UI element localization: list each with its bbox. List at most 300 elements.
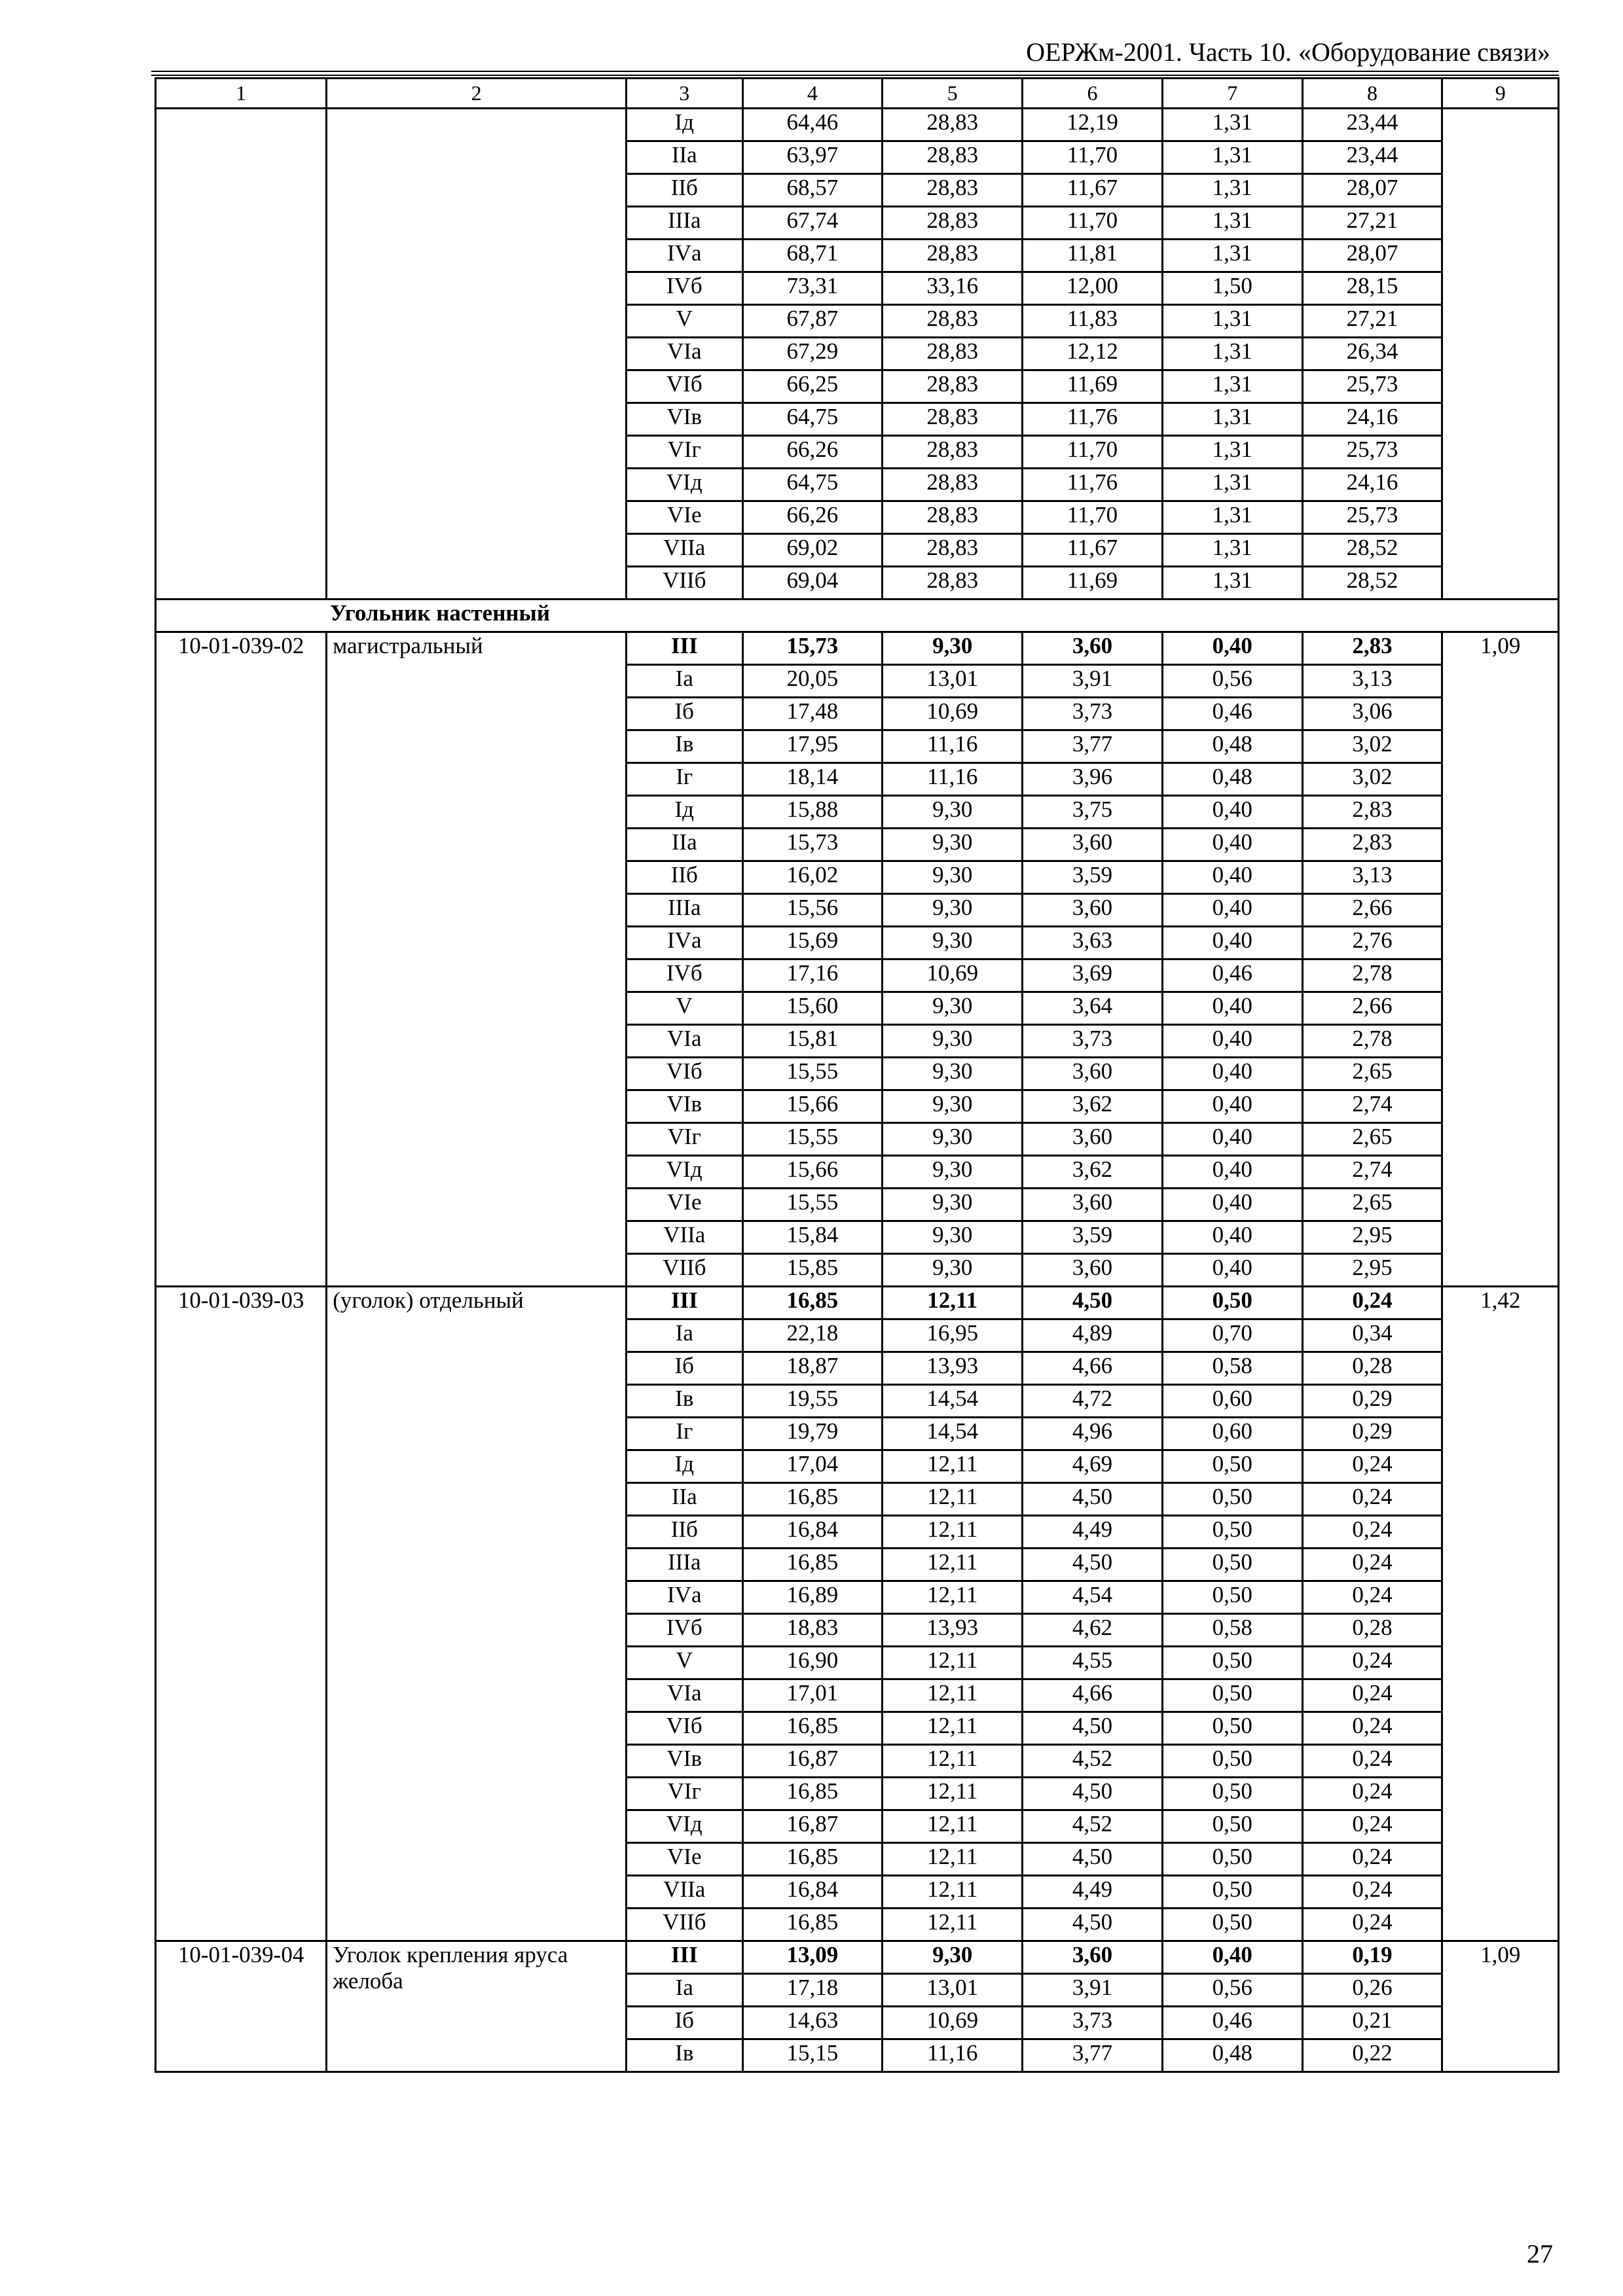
materials-cost-cell: 2,78 bbox=[1302, 1025, 1442, 1058]
driver-wage-cell: 0,50 bbox=[1162, 1909, 1302, 1941]
zone-cell: IIIа bbox=[627, 207, 742, 240]
driver-wage-cell: 0,40 bbox=[1162, 1189, 1302, 1221]
materials-cost-cell: 26,34 bbox=[1302, 338, 1442, 370]
labor-cost-cell: 9,30 bbox=[883, 1156, 1023, 1189]
driver-wage-cell: 1,31 bbox=[1162, 141, 1302, 174]
driver-wage-cell: 1,31 bbox=[1162, 534, 1302, 567]
zone-cell: Iд bbox=[627, 1450, 742, 1483]
labor-cost-cell: 12,11 bbox=[883, 1712, 1023, 1745]
materials-cost-cell: 2,83 bbox=[1302, 796, 1442, 829]
total-cost-cell: 15,66 bbox=[742, 1156, 883, 1189]
total-cost-cell: 15,15 bbox=[742, 2039, 883, 2072]
total-cost-cell: 17,16 bbox=[742, 960, 883, 992]
driver-wage-cell: 0,50 bbox=[1162, 1287, 1302, 1319]
total-cost-cell: 15,88 bbox=[742, 796, 883, 829]
total-cost-cell: 67,29 bbox=[742, 338, 883, 370]
table-row bbox=[156, 1287, 1559, 1319]
zone-cell: Iд bbox=[627, 109, 742, 141]
materials-cost-cell: 0,24 bbox=[1302, 1778, 1442, 1810]
machine-cost-cell: 4,69 bbox=[1023, 1450, 1163, 1483]
driver-wage-cell: 0,50 bbox=[1162, 1516, 1302, 1549]
total-cost-cell: 17,48 bbox=[742, 698, 883, 730]
driver-wage-cell: 0,40 bbox=[1162, 1254, 1302, 1287]
zone-cell: VIIа bbox=[627, 1876, 742, 1909]
column-number: 8 bbox=[1302, 79, 1442, 109]
total-cost-cell: 16,87 bbox=[742, 1745, 883, 1778]
total-cost-cell: 64,75 bbox=[742, 403, 883, 436]
driver-wage-cell: 0,50 bbox=[1162, 1810, 1302, 1843]
zone-cell: VIIа bbox=[627, 1221, 742, 1254]
labor-cost-cell: 28,83 bbox=[883, 305, 1023, 338]
machine-cost-cell: 11,67 bbox=[1023, 174, 1163, 207]
materials-cost-cell: 2,66 bbox=[1302, 894, 1442, 927]
labor-cost-cell: 12,11 bbox=[883, 1909, 1023, 1941]
machine-cost-cell: 4,50 bbox=[1023, 1909, 1163, 1941]
total-cost-cell: 68,57 bbox=[742, 174, 883, 207]
machine-cost-cell: 4,96 bbox=[1023, 1418, 1163, 1450]
zone-cell: VIв bbox=[627, 1745, 742, 1778]
machine-cost-cell: 3,60 bbox=[1023, 632, 1163, 665]
column-number: 9 bbox=[1442, 79, 1559, 109]
zone-cell: VIе bbox=[627, 1189, 742, 1221]
zone-cell: IVб bbox=[627, 272, 742, 305]
total-cost-cell: 17,01 bbox=[742, 1679, 883, 1712]
driver-wage-cell: 0,60 bbox=[1162, 1385, 1302, 1418]
machine-cost-cell: 4,54 bbox=[1023, 1581, 1163, 1614]
materials-cost-cell: 0,24 bbox=[1302, 1581, 1442, 1614]
zone-cell: IVа bbox=[627, 240, 742, 272]
total-cost-cell: 15,84 bbox=[742, 1221, 883, 1254]
labor-cost-cell: 10,69 bbox=[883, 960, 1023, 992]
factor-cell: 1,09 bbox=[1442, 1941, 1559, 2072]
labor-cost-cell: 16,95 bbox=[883, 1319, 1023, 1352]
zone-cell: VIд bbox=[627, 1810, 742, 1843]
zone-cell: VIа bbox=[627, 1679, 742, 1712]
labor-cost-cell: 9,30 bbox=[883, 1941, 1023, 1974]
zone-cell: IIб bbox=[627, 861, 742, 894]
column-number: 4 bbox=[742, 79, 883, 109]
total-cost-cell: 16,02 bbox=[742, 861, 883, 894]
zone-cell: IIа bbox=[627, 141, 742, 174]
driver-wage-cell: 0,58 bbox=[1162, 1352, 1302, 1385]
total-cost-cell: 68,71 bbox=[742, 240, 883, 272]
zone-cell: IIб bbox=[627, 1516, 742, 1549]
machine-cost-cell: 3,59 bbox=[1023, 861, 1163, 894]
total-cost-cell: 18,83 bbox=[742, 1614, 883, 1647]
driver-wage-cell: 0,50 bbox=[1162, 1712, 1302, 1745]
driver-wage-cell: 0,40 bbox=[1162, 1156, 1302, 1189]
machine-cost-cell: 11,76 bbox=[1023, 403, 1163, 436]
labor-cost-cell: 12,11 bbox=[883, 1876, 1023, 1909]
materials-cost-cell: 0,24 bbox=[1302, 1516, 1442, 1549]
table-row bbox=[156, 1941, 1559, 1974]
materials-cost-cell: 2,78 bbox=[1302, 960, 1442, 992]
driver-wage-cell: 1,31 bbox=[1162, 501, 1302, 534]
machine-cost-cell: 11,67 bbox=[1023, 534, 1163, 567]
column-number: 2 bbox=[327, 79, 627, 109]
total-cost-cell: 15,66 bbox=[742, 1090, 883, 1123]
materials-cost-cell: 2,95 bbox=[1302, 1221, 1442, 1254]
zone-cell: Iб bbox=[627, 1352, 742, 1385]
zone-cell: VIб bbox=[627, 370, 742, 403]
zone-cell: VIа bbox=[627, 338, 742, 370]
materials-cost-cell: 0,28 bbox=[1302, 1614, 1442, 1647]
zone-cell: Iг bbox=[627, 763, 742, 796]
machine-cost-cell: 11,70 bbox=[1023, 141, 1163, 174]
driver-wage-cell: 0,40 bbox=[1162, 861, 1302, 894]
zone-cell: Iд bbox=[627, 796, 742, 829]
zone-cell: VIа bbox=[627, 1025, 742, 1058]
section-title-row bbox=[156, 600, 1559, 632]
labor-cost-cell: 13,93 bbox=[883, 1352, 1023, 1385]
zone-cell: VIг bbox=[627, 436, 742, 469]
materials-cost-cell: 24,16 bbox=[1302, 403, 1442, 436]
materials-cost-cell: 27,21 bbox=[1302, 305, 1442, 338]
driver-wage-cell: 0,70 bbox=[1162, 1319, 1302, 1352]
labor-cost-cell: 28,83 bbox=[883, 109, 1023, 141]
labor-cost-cell: 9,30 bbox=[883, 1123, 1023, 1156]
materials-cost-cell: 23,44 bbox=[1302, 141, 1442, 174]
driver-wage-cell: 0,50 bbox=[1162, 1450, 1302, 1483]
total-cost-cell: 16,85 bbox=[742, 1843, 883, 1876]
materials-cost-cell: 0,24 bbox=[1302, 1450, 1442, 1483]
column-number-row bbox=[156, 79, 1559, 109]
total-cost-cell: 14,63 bbox=[742, 2007, 883, 2039]
labor-cost-cell: 12,11 bbox=[883, 1810, 1023, 1843]
total-cost-cell: 15,55 bbox=[742, 1123, 883, 1156]
total-cost-cell: 15,55 bbox=[742, 1189, 883, 1221]
labor-cost-cell: 13,01 bbox=[883, 665, 1023, 698]
materials-cost-cell: 0,24 bbox=[1302, 1287, 1442, 1319]
total-cost-cell: 19,55 bbox=[742, 1385, 883, 1418]
total-cost-cell: 18,14 bbox=[742, 763, 883, 796]
driver-wage-cell: 1,31 bbox=[1162, 305, 1302, 338]
total-cost-cell: 15,69 bbox=[742, 927, 883, 960]
labor-cost-cell: 9,30 bbox=[883, 829, 1023, 861]
driver-wage-cell: 1,31 bbox=[1162, 174, 1302, 207]
labor-cost-cell: 28,83 bbox=[883, 174, 1023, 207]
labor-cost-cell: 9,30 bbox=[883, 861, 1023, 894]
driver-wage-cell: 1,50 bbox=[1162, 272, 1302, 305]
zone-cell: IIIа bbox=[627, 1549, 742, 1581]
driver-wage-cell: 0,58 bbox=[1162, 1614, 1302, 1647]
driver-wage-cell: 1,31 bbox=[1162, 207, 1302, 240]
zone-cell: V bbox=[627, 992, 742, 1025]
labor-cost-cell: 11,16 bbox=[883, 763, 1023, 796]
materials-cost-cell: 3,06 bbox=[1302, 698, 1442, 730]
zone-cell: Iг bbox=[627, 1418, 742, 1450]
machine-cost-cell: 11,70 bbox=[1023, 501, 1163, 534]
zone-cell: VIе bbox=[627, 1843, 742, 1876]
driver-wage-cell: 1,31 bbox=[1162, 240, 1302, 272]
labor-cost-cell: 9,30 bbox=[883, 632, 1023, 665]
total-cost-cell: 16,84 bbox=[742, 1516, 883, 1549]
driver-wage-cell: 1,31 bbox=[1162, 469, 1302, 501]
materials-cost-cell: 0,24 bbox=[1302, 1810, 1442, 1843]
total-cost-cell: 15,81 bbox=[742, 1025, 883, 1058]
zone-cell: VIIб bbox=[627, 1909, 742, 1941]
machine-cost-cell: 3,64 bbox=[1023, 992, 1163, 1025]
driver-wage-cell: 0,46 bbox=[1162, 2007, 1302, 2039]
machine-cost-cell: 4,50 bbox=[1023, 1712, 1163, 1745]
machine-cost-cell: 3,60 bbox=[1023, 1058, 1163, 1090]
materials-cost-cell: 0,24 bbox=[1302, 1679, 1442, 1712]
column-number: 5 bbox=[883, 79, 1023, 109]
materials-cost-cell: 3,02 bbox=[1302, 730, 1442, 763]
machine-cost-cell: 4,49 bbox=[1023, 1876, 1163, 1909]
zone-cell: Iв bbox=[627, 2039, 742, 2072]
driver-wage-cell: 0,56 bbox=[1162, 1974, 1302, 2007]
materials-cost-cell: 0,24 bbox=[1302, 1483, 1442, 1516]
total-cost-cell: 19,79 bbox=[742, 1418, 883, 1450]
zone-cell: III bbox=[627, 632, 742, 665]
zone-cell: Iа bbox=[627, 665, 742, 698]
total-cost-cell: 66,25 bbox=[742, 370, 883, 403]
materials-cost-cell: 2,83 bbox=[1302, 829, 1442, 861]
machine-cost-cell: 4,55 bbox=[1023, 1647, 1163, 1679]
materials-cost-cell: 25,73 bbox=[1302, 370, 1442, 403]
labor-cost-cell: 28,83 bbox=[883, 436, 1023, 469]
materials-cost-cell: 2,76 bbox=[1302, 927, 1442, 960]
materials-cost-cell: 2,95 bbox=[1302, 1254, 1442, 1287]
machine-cost-cell: 3,62 bbox=[1023, 1090, 1163, 1123]
rate-code-cell: 10-01-039-03 bbox=[156, 1287, 327, 1941]
machine-cost-cell: 4,50 bbox=[1023, 1549, 1163, 1581]
column-number: 1 bbox=[156, 79, 327, 109]
labor-cost-cell: 9,30 bbox=[883, 894, 1023, 927]
zone-cell: Iб bbox=[627, 2007, 742, 2039]
materials-cost-cell: 2,83 bbox=[1302, 632, 1442, 665]
total-cost-cell: 13,09 bbox=[742, 1941, 883, 1974]
zone-cell: IVб bbox=[627, 1614, 742, 1647]
machine-cost-cell: 11,81 bbox=[1023, 240, 1163, 272]
materials-cost-cell: 28,07 bbox=[1302, 174, 1442, 207]
column-number: 7 bbox=[1162, 79, 1302, 109]
total-cost-cell: 64,46 bbox=[742, 109, 883, 141]
total-cost-cell: 66,26 bbox=[742, 436, 883, 469]
total-cost-cell: 16,85 bbox=[742, 1483, 883, 1516]
machine-cost-cell: 3,60 bbox=[1023, 1941, 1163, 1974]
materials-cost-cell: 0,19 bbox=[1302, 1941, 1442, 1974]
machine-cost-cell: 11,70 bbox=[1023, 207, 1163, 240]
driver-wage-cell: 0,40 bbox=[1162, 1090, 1302, 1123]
zone-cell: IIа bbox=[627, 829, 742, 861]
driver-wage-cell: 0,40 bbox=[1162, 992, 1302, 1025]
total-cost-cell: 15,55 bbox=[742, 1058, 883, 1090]
section-title: Угольник настенный bbox=[156, 600, 1559, 632]
machine-cost-cell: 4,50 bbox=[1023, 1287, 1163, 1319]
labor-cost-cell: 28,83 bbox=[883, 141, 1023, 174]
labor-cost-cell: 28,83 bbox=[883, 207, 1023, 240]
zone-cell: VIIб bbox=[627, 567, 742, 600]
machine-cost-cell: 4,66 bbox=[1023, 1352, 1163, 1385]
zone-cell: V bbox=[627, 305, 742, 338]
machine-cost-cell: 12,19 bbox=[1023, 109, 1163, 141]
zone-cell: VIг bbox=[627, 1123, 742, 1156]
materials-cost-cell: 0,34 bbox=[1302, 1319, 1442, 1352]
machine-cost-cell: 4,52 bbox=[1023, 1810, 1163, 1843]
machine-cost-cell: 3,91 bbox=[1023, 665, 1163, 698]
rate-code-cell: 10-01-039-02 bbox=[156, 632, 327, 1287]
total-cost-cell: 15,73 bbox=[742, 632, 883, 665]
driver-wage-cell: 1,31 bbox=[1162, 436, 1302, 469]
machine-cost-cell: 11,69 bbox=[1023, 567, 1163, 600]
factor-cell: 1,42 bbox=[1442, 1287, 1559, 1941]
driver-wage-cell: 0,40 bbox=[1162, 1123, 1302, 1156]
zone-cell: IIа bbox=[627, 1483, 742, 1516]
materials-cost-cell: 3,02 bbox=[1302, 763, 1442, 796]
labor-cost-cell: 14,54 bbox=[883, 1385, 1023, 1418]
rates-table bbox=[155, 77, 1559, 2073]
materials-cost-cell: 0,29 bbox=[1302, 1385, 1442, 1418]
machine-cost-cell: 3,59 bbox=[1023, 1221, 1163, 1254]
materials-cost-cell: 0,24 bbox=[1302, 1549, 1442, 1581]
table-row bbox=[156, 109, 1559, 141]
machine-cost-cell: 3,63 bbox=[1023, 927, 1163, 960]
materials-cost-cell: 3,13 bbox=[1302, 665, 1442, 698]
driver-wage-cell: 0,50 bbox=[1162, 1876, 1302, 1909]
labor-cost-cell: 13,01 bbox=[883, 1974, 1023, 2007]
zone-cell: V bbox=[627, 1647, 742, 1679]
labor-cost-cell: 28,83 bbox=[883, 534, 1023, 567]
materials-cost-cell: 0,28 bbox=[1302, 1352, 1442, 1385]
machine-cost-cell: 3,73 bbox=[1023, 698, 1163, 730]
labor-cost-cell: 10,69 bbox=[883, 2007, 1023, 2039]
labor-cost-cell: 12,11 bbox=[883, 1679, 1023, 1712]
total-cost-cell: 15,73 bbox=[742, 829, 883, 861]
labor-cost-cell: 28,83 bbox=[883, 370, 1023, 403]
materials-cost-cell: 28,52 bbox=[1302, 534, 1442, 567]
driver-wage-cell: 0,40 bbox=[1162, 1941, 1302, 1974]
labor-cost-cell: 12,11 bbox=[883, 1778, 1023, 1810]
zone-cell: VIIб bbox=[627, 1254, 742, 1287]
materials-cost-cell: 2,65 bbox=[1302, 1189, 1442, 1221]
labor-cost-cell: 9,30 bbox=[883, 1090, 1023, 1123]
machine-cost-cell: 4,72 bbox=[1023, 1385, 1163, 1418]
machine-cost-cell: 3,75 bbox=[1023, 796, 1163, 829]
materials-cost-cell: 3,13 bbox=[1302, 861, 1442, 894]
total-cost-cell: 20,05 bbox=[742, 665, 883, 698]
materials-cost-cell: 28,15 bbox=[1302, 272, 1442, 305]
total-cost-cell: 16,89 bbox=[742, 1581, 883, 1614]
materials-cost-cell: 0,22 bbox=[1302, 2039, 1442, 2072]
machine-cost-cell: 3,77 bbox=[1023, 730, 1163, 763]
page-number: 27 bbox=[1527, 2239, 1553, 2269]
zone-cell: Iв bbox=[627, 730, 742, 763]
driver-wage-cell: 0,60 bbox=[1162, 1418, 1302, 1450]
materials-cost-cell: 0,24 bbox=[1302, 1909, 1442, 1941]
total-cost-cell: 17,18 bbox=[742, 1974, 883, 2007]
total-cost-cell: 16,85 bbox=[742, 1909, 883, 1941]
driver-wage-cell: 0,48 bbox=[1162, 730, 1302, 763]
machine-cost-cell: 4,62 bbox=[1023, 1614, 1163, 1647]
total-cost-cell: 15,60 bbox=[742, 992, 883, 1025]
labor-cost-cell: 28,83 bbox=[883, 501, 1023, 534]
rate-name-cell: (уголок) отдельный bbox=[327, 1287, 627, 1941]
factor-cell bbox=[1442, 109, 1559, 600]
machine-cost-cell: 3,73 bbox=[1023, 1025, 1163, 1058]
materials-cost-cell: 0,21 bbox=[1302, 2007, 1442, 2039]
materials-cost-cell: 2,74 bbox=[1302, 1090, 1442, 1123]
zone-cell: Iв bbox=[627, 1385, 742, 1418]
total-cost-cell: 22,18 bbox=[742, 1319, 883, 1352]
total-cost-cell: 17,04 bbox=[742, 1450, 883, 1483]
materials-cost-cell: 2,74 bbox=[1302, 1156, 1442, 1189]
rate-name-cell: магистральный bbox=[327, 632, 627, 1287]
total-cost-cell: 67,74 bbox=[742, 207, 883, 240]
total-cost-cell: 16,85 bbox=[742, 1712, 883, 1745]
labor-cost-cell: 14,54 bbox=[883, 1418, 1023, 1450]
driver-wage-cell: 0,40 bbox=[1162, 632, 1302, 665]
labor-cost-cell: 12,11 bbox=[883, 1287, 1023, 1319]
factor-cell: 1,09 bbox=[1442, 632, 1559, 1287]
labor-cost-cell: 28,83 bbox=[883, 240, 1023, 272]
rate-code-cell: 10-01-039-04 bbox=[156, 1941, 327, 2072]
labor-cost-cell: 28,83 bbox=[883, 338, 1023, 370]
materials-cost-cell: 0,29 bbox=[1302, 1418, 1442, 1450]
driver-wage-cell: 1,31 bbox=[1162, 109, 1302, 141]
total-cost-cell: 15,56 bbox=[742, 894, 883, 927]
machine-cost-cell: 4,49 bbox=[1023, 1516, 1163, 1549]
driver-wage-cell: 0,40 bbox=[1162, 829, 1302, 861]
labor-cost-cell: 9,30 bbox=[883, 1025, 1023, 1058]
table-body bbox=[156, 79, 1559, 2072]
labor-cost-cell: 12,11 bbox=[883, 1549, 1023, 1581]
zone-cell: VIд bbox=[627, 469, 742, 501]
labor-cost-cell: 12,11 bbox=[883, 1647, 1023, 1679]
machine-cost-cell: 4,52 bbox=[1023, 1745, 1163, 1778]
materials-cost-cell: 0,24 bbox=[1302, 1647, 1442, 1679]
labor-cost-cell: 10,69 bbox=[883, 698, 1023, 730]
machine-cost-cell: 3,60 bbox=[1023, 1123, 1163, 1156]
total-cost-cell: 16,85 bbox=[742, 1778, 883, 1810]
total-cost-cell: 18,87 bbox=[742, 1352, 883, 1385]
driver-wage-cell: 0,56 bbox=[1162, 665, 1302, 698]
labor-cost-cell: 12,11 bbox=[883, 1581, 1023, 1614]
table-row bbox=[156, 632, 1559, 665]
zone-cell: VIв bbox=[627, 1090, 742, 1123]
driver-wage-cell: 0,40 bbox=[1162, 927, 1302, 960]
zone-cell: VIв bbox=[627, 403, 742, 436]
header-double-rule bbox=[151, 71, 1559, 76]
materials-cost-cell: 0,24 bbox=[1302, 1712, 1442, 1745]
labor-cost-cell: 12,11 bbox=[883, 1516, 1023, 1549]
machine-cost-cell: 3,60 bbox=[1023, 1254, 1163, 1287]
machine-cost-cell: 11,83 bbox=[1023, 305, 1163, 338]
labor-cost-cell: 9,30 bbox=[883, 1221, 1023, 1254]
labor-cost-cell: 9,30 bbox=[883, 992, 1023, 1025]
materials-cost-cell: 25,73 bbox=[1302, 436, 1442, 469]
machine-cost-cell: 3,77 bbox=[1023, 2039, 1163, 2072]
materials-cost-cell: 25,73 bbox=[1302, 501, 1442, 534]
labor-cost-cell: 9,30 bbox=[883, 1189, 1023, 1221]
machine-cost-cell: 4,50 bbox=[1023, 1843, 1163, 1876]
machine-cost-cell: 3,69 bbox=[1023, 960, 1163, 992]
zone-cell: Iа bbox=[627, 1319, 742, 1352]
machine-cost-cell: 4,50 bbox=[1023, 1778, 1163, 1810]
driver-wage-cell: 0,40 bbox=[1162, 796, 1302, 829]
labor-cost-cell: 11,16 bbox=[883, 2039, 1023, 2072]
machine-cost-cell: 3,62 bbox=[1023, 1156, 1163, 1189]
total-cost-cell: 69,02 bbox=[742, 534, 883, 567]
rate-code-cell bbox=[156, 109, 327, 600]
machine-cost-cell: 11,76 bbox=[1023, 469, 1163, 501]
total-cost-cell: 16,85 bbox=[742, 1287, 883, 1319]
materials-cost-cell: 0,24 bbox=[1302, 1745, 1442, 1778]
zone-cell: VIб bbox=[627, 1712, 742, 1745]
machine-cost-cell: 3,91 bbox=[1023, 1974, 1163, 2007]
materials-cost-cell: 28,52 bbox=[1302, 567, 1442, 600]
